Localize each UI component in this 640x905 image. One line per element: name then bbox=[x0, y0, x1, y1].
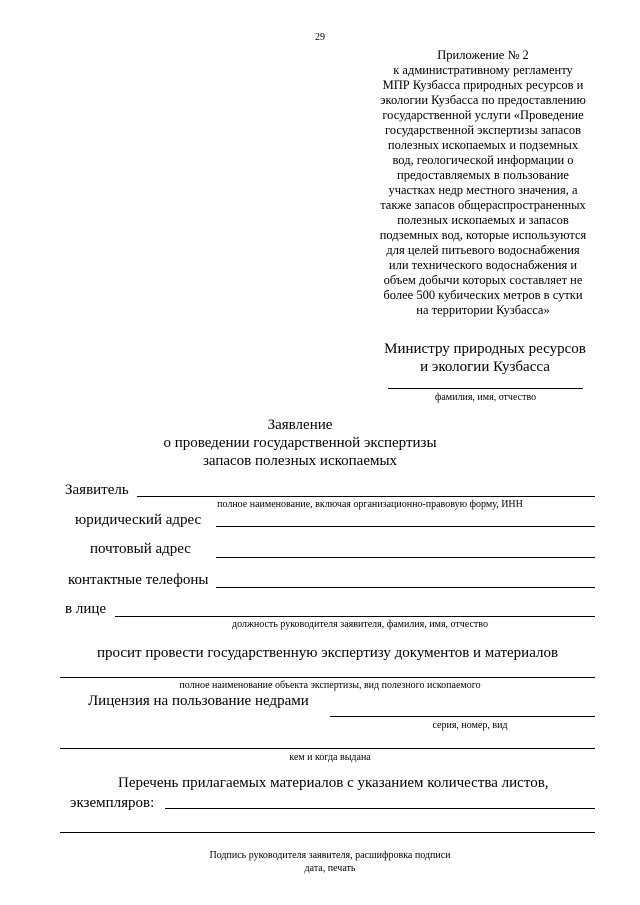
appendix-line: также запасов общераспространенных bbox=[380, 198, 586, 212]
legal-address-label: юридический адрес bbox=[75, 512, 202, 528]
appendix-line: к административному регламенту bbox=[393, 63, 573, 77]
materials-line2: экземпляров: bbox=[70, 795, 155, 811]
appendix-line: Приложение № 2 bbox=[437, 48, 529, 62]
document-title bbox=[130, 416, 470, 470]
appendix-line: полезных ископаемых и подземных bbox=[387, 138, 579, 152]
addressee-name-line[interactable] bbox=[388, 388, 583, 389]
license-label: Лицензия на пользование недрами bbox=[88, 693, 309, 709]
appendix-line: экологии Кузбасса по предоставлению bbox=[380, 93, 586, 107]
applicant-label: Заявитель bbox=[65, 482, 129, 498]
appendix-block bbox=[365, 48, 601, 318]
appendix-line: для целей питьевого водоснабжения bbox=[386, 243, 580, 257]
applicant-caption: полное наименование, включая организационно-правовую форму, ИНН bbox=[217, 499, 523, 510]
signature-caption1: Подпись руководителя заявителя, расшифровка подписи bbox=[209, 850, 451, 861]
title-line2: о проведении государственной экспертизы bbox=[163, 435, 437, 451]
license-caption-series: серия, номер, вид bbox=[432, 720, 508, 731]
person-caption: должность руководителя заявителя, фамилия, имя, отчество bbox=[232, 619, 488, 630]
appendix-line: МПР Кузбасса природных ресурсов и bbox=[382, 78, 584, 92]
addressee-caption: фамилия, имя, отчество bbox=[434, 392, 537, 403]
materials-extra-line[interactable] bbox=[60, 832, 595, 833]
appendix-line: или технического водоснабжения и bbox=[388, 258, 578, 272]
appendix-line: участках недр местного значения, а bbox=[388, 183, 578, 197]
page-number: 29 bbox=[315, 32, 325, 43]
appendix-line: полезных ископаемых и запасов bbox=[397, 213, 569, 227]
license-series-line[interactable] bbox=[330, 716, 595, 717]
person-line[interactable] bbox=[115, 616, 595, 617]
materials-line[interactable] bbox=[165, 808, 595, 809]
applicant-line[interactable] bbox=[137, 496, 595, 497]
signature-caption2: дата, печать bbox=[304, 863, 356, 874]
phones-label: контактные телефоны bbox=[68, 572, 209, 588]
request-text: просит провести государственную экспертизу документов и материалов bbox=[96, 645, 559, 661]
addressee bbox=[375, 340, 595, 376]
addressee-line1: Министру природных ресурсов bbox=[384, 341, 586, 357]
request-line[interactable] bbox=[60, 677, 595, 678]
person-label: в лице bbox=[65, 601, 107, 617]
legal-address-line[interactable] bbox=[216, 526, 595, 527]
license-issuer-line[interactable] bbox=[60, 748, 595, 749]
appendix-line: государственной услуги «Проведение bbox=[382, 108, 584, 122]
postal-address-line[interactable] bbox=[216, 557, 595, 558]
license-caption-issuer: кем и когда выдана bbox=[289, 752, 371, 763]
appendix-line: предоставляемых в пользование bbox=[397, 168, 569, 182]
appendix-line: вод, геологической информации о bbox=[392, 153, 574, 167]
phones-line[interactable] bbox=[216, 587, 595, 588]
title-line3: запасов полезных ископаемых bbox=[202, 453, 398, 469]
appendix-line: более 500 кубических метров в сутки bbox=[383, 288, 583, 302]
addressee-line2: и экологии Кузбасса bbox=[420, 359, 550, 375]
signature-caption bbox=[160, 849, 500, 875]
materials-line1: Перечень прилагаемых материалов с указанием количества листов, bbox=[118, 775, 549, 791]
appendix-line: на территории Кузбасса» bbox=[416, 303, 550, 317]
request-caption: полное наименование объекта экспертизы, вид полезного ископаемого bbox=[179, 680, 481, 691]
postal-address-label: почтовый адрес bbox=[90, 541, 191, 557]
title-line1: Заявление bbox=[267, 417, 333, 433]
appendix-line: подземных вод, которые используются bbox=[379, 228, 587, 242]
appendix-line: объем добычи которых составляет не bbox=[383, 273, 583, 287]
appendix-line: государственной экспертизы запасов bbox=[384, 123, 582, 137]
